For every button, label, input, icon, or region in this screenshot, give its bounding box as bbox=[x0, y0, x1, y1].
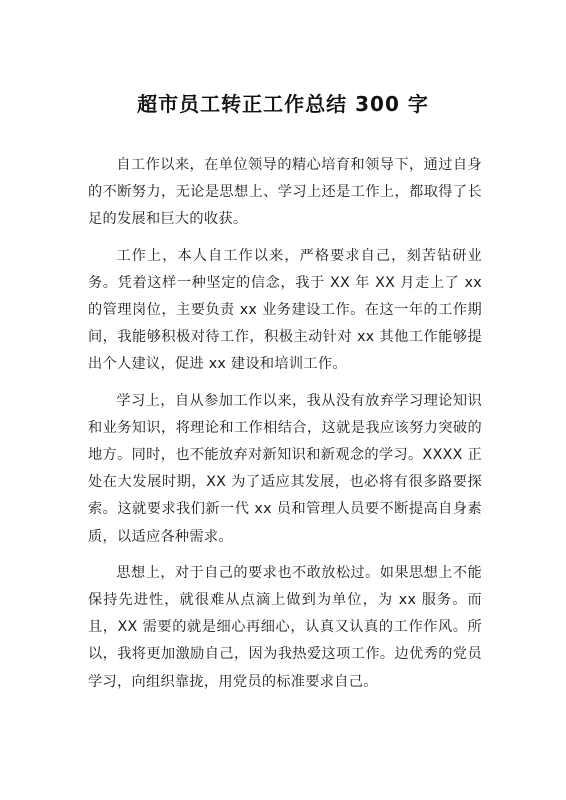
paragraph-work: 工作上，本人自工作以来，严格要求自己，刻苦钻研业务。凭着这样一种坚定的信念，我于 XX 年 XX 月走上了 xx 的管理岗位，主要负责 xx 业务建设工作。在这一年的工作期间，我能够积极对待工作，积极主动针对 xx 其他工作能够提出个人建议，促进 xx 建设和培训工作。 bbox=[88, 247, 482, 373]
paragraph-intro: 自工作以来，在单位领导的精心培育和领导下，通过自身的不断努力，无论是思想上、学习上还是工作上，都取得了长足的发展和巨大的收获。 bbox=[88, 157, 482, 228]
paragraph-study: 学习上，自从参加工作以来，我从没有放弃学习理论知识和业务知识，将理论和工作相结合，这就是我应该努力突破的地方。同时，也不能放弃对新知识和新观念的学习。XXXX 正处在大发展时期，XX 为了适应其发展，也必将有很多路要探索。这就要求我们新一代 xx 员和管理人员要不断提高自身素质，以适应各种需求。 bbox=[88, 392, 482, 545]
document-title: 超市员工转正工作总结 300 字 bbox=[137, 92, 429, 116]
document-body bbox=[88, 152, 482, 705]
paragraph-thought: 思想上，对于自己的要求也不敢放松过。如果思想上不能保持先进性，就很难从点滴上做到为单位，为 xx 服务。而且，XX 需要的就是细心再细心，认真又认真的工作作风。所以，我将更加激励自己，因为我热爱这项工作。边优秀的党员学习，向组织靠拢，用党员的标准要求自己。 bbox=[88, 564, 482, 690]
